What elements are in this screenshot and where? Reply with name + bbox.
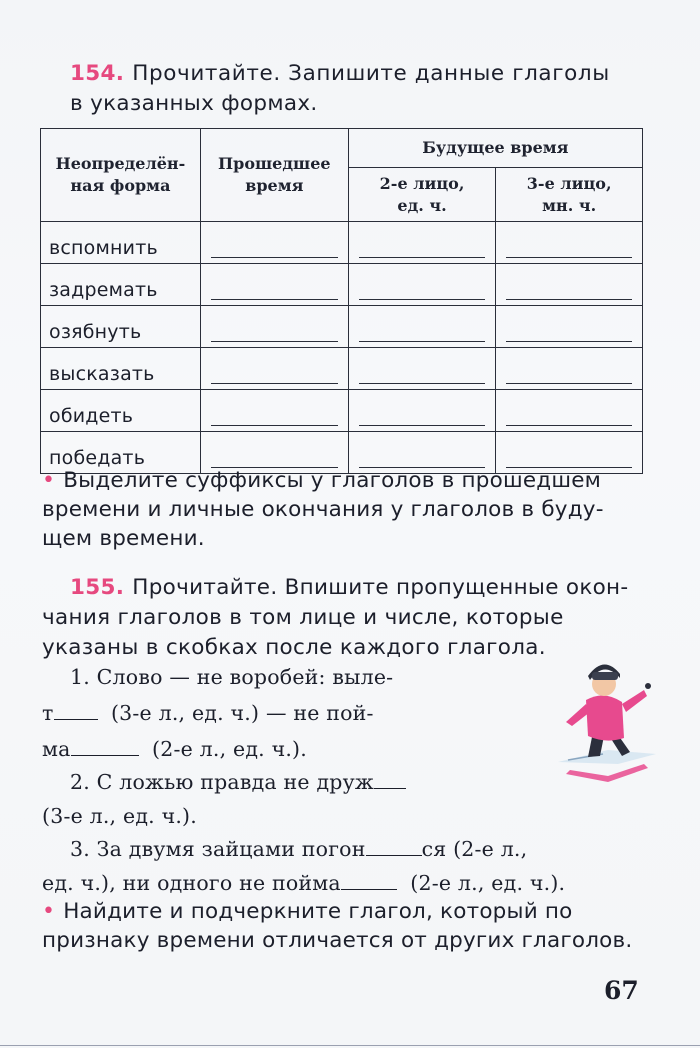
answer-cell[interactable] (348, 222, 496, 264)
exercise-154-line-1: Прочитайте. Запишите данные глаголы (132, 61, 610, 86)
table-row (41, 306, 643, 348)
table-row (41, 390, 643, 432)
answer-cell[interactable] (496, 348, 643, 390)
proverb-3-note-2: (2-е л., ед. ч.). (410, 871, 566, 895)
answer-cell[interactable] (200, 306, 348, 348)
answer-cell[interactable] (496, 264, 643, 306)
proverb-1-note-2: (2-е л., ед. ч.). (152, 737, 307, 761)
table-row (41, 264, 643, 306)
header-third-person (496, 168, 643, 222)
verb-cell: вспомнить (41, 222, 201, 264)
ending-blank[interactable] (71, 754, 139, 756)
exercise-154-instruction (70, 59, 650, 119)
proverb-3-line-2 (42, 866, 565, 900)
verb-cell: обидеть (41, 390, 201, 432)
page-number: 67 (604, 976, 639, 1005)
task-154-suffixes (42, 466, 642, 553)
answer-cell[interactable] (348, 348, 496, 390)
header-future: Будущее время (348, 129, 642, 168)
header-past-line-1: Прошедшее (218, 154, 331, 173)
table-row (41, 222, 643, 264)
table-row (41, 348, 643, 390)
answer-cell[interactable] (348, 306, 496, 348)
answer-cell[interactable] (200, 390, 348, 432)
answer-cell[interactable] (496, 222, 643, 264)
answer-cell[interactable] (348, 264, 496, 306)
header-infinitive-line-1: Неопределён- (55, 154, 186, 173)
answer-cell[interactable] (348, 390, 496, 432)
ending-blank[interactable] (54, 718, 98, 720)
header-third-line-2: мн. ч. (542, 195, 597, 215)
task-155-line-2: признаку времени отличается от других глаголов. (42, 928, 633, 953)
task-155-underline (42, 897, 642, 955)
task-154-line-2: времени и личные окончания у глаголов в буду- (42, 497, 604, 522)
proverb-1-note: (3-е л., ед. ч.) — не пой- (110, 701, 374, 725)
exercise-155-line-3: указаны в скобках после каждого глагола. (42, 635, 546, 660)
exercise-154-number: 154. (70, 61, 125, 86)
exercise-155-line-1: Прочитайте. Впишите пропущенные окон- (132, 575, 629, 600)
ending-blank[interactable] (366, 854, 422, 856)
header-infinitive (41, 129, 201, 222)
proverb-2-text: 2. С ложью правда не друж (70, 770, 374, 794)
task-154-line-1: Выделите суффиксы у глаголов в прошедшем (63, 468, 602, 493)
verb-forms-table (40, 128, 643, 474)
bullet-icon: • (42, 468, 56, 493)
header-second-line-2: ед. ч. (397, 195, 447, 215)
verb-cell: высказать (41, 348, 201, 390)
proverb-2-line-2: (3-е л., ед. ч.). (42, 804, 197, 828)
bullet-icon: • (42, 899, 56, 924)
proverb-3-note: ся (2-е л., (421, 837, 528, 861)
header-third-line-1: 3-е лицо, (526, 173, 612, 193)
proverb-1-line-3 (42, 732, 307, 766)
ending-blank[interactable] (341, 888, 397, 890)
header-second-person (348, 168, 496, 222)
answer-cell[interactable] (200, 264, 348, 306)
answer-cell[interactable] (496, 390, 643, 432)
header-past-line-2: время (245, 176, 304, 195)
proverb-1-line-1: 1. Слово — не воробей: выле- (70, 665, 394, 689)
verb-cell: задремать (41, 264, 201, 306)
header-infinitive-line-2: ная форма (70, 176, 171, 195)
proverb-1-stem: т (42, 701, 54, 725)
answer-cell[interactable] (496, 306, 643, 348)
ending-blank[interactable] (374, 787, 406, 789)
page-bottom-edge (0, 1045, 700, 1046)
proverb-1-stem-2: ма (42, 737, 71, 761)
answer-cell[interactable] (200, 222, 348, 264)
exercise-154-line-2: в указанных формах. (70, 91, 318, 116)
header-past (200, 129, 348, 222)
proverb-2-line-1 (70, 765, 406, 799)
verb-cell: победать (41, 432, 201, 474)
task-155-line-1: Найдите и подчеркните глагол, который по (63, 899, 573, 924)
verb-cell: озябнуть (41, 306, 201, 348)
task-154-line-3: щем времени. (42, 526, 205, 551)
header-second-line-1: 2-е лицо, (379, 173, 465, 193)
exercise-155-line-2: чания глаголов в том лице и числе, которые (42, 605, 564, 630)
proverb-3-text: 3. За двумя зайцами погон (70, 837, 366, 861)
exercise-155-number: 155. (70, 575, 125, 600)
proverb-3-line-1 (70, 832, 527, 866)
boy-skating-illustration (548, 652, 663, 792)
answer-cell[interactable] (200, 348, 348, 390)
proverb-1-line-2 (42, 696, 374, 730)
proverb-3-text-2: ед. ч.), ни одного не пойма (42, 871, 341, 895)
exercise-155-instruction (42, 573, 650, 663)
